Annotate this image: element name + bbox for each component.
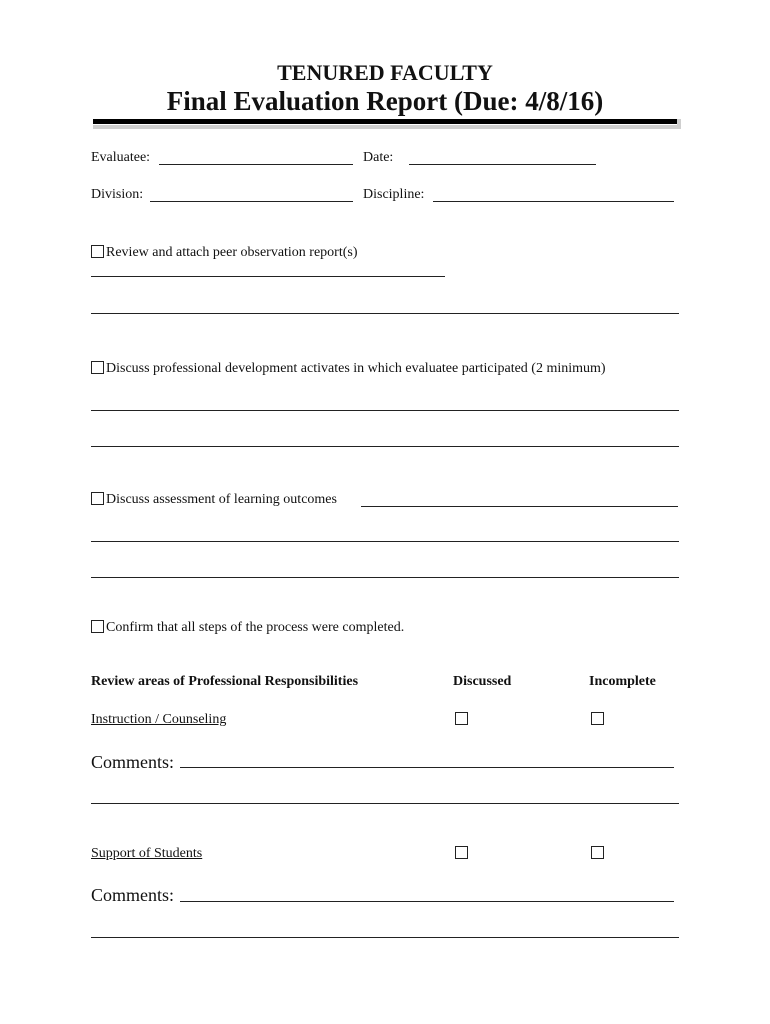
confirm-steps-checkbox[interactable] (91, 620, 104, 633)
evaluatee-field[interactable] (159, 164, 353, 165)
checklist-item-peer-observation (91, 245, 358, 261)
peer-observation-line-1[interactable] (91, 276, 445, 277)
division-field[interactable] (150, 201, 353, 202)
instruction-incomplete-checkbox[interactable] (591, 712, 604, 725)
learning-outcomes-line-2[interactable] (91, 577, 679, 578)
checklist-item-learning-outcomes (91, 492, 337, 508)
checklist-item-label: Discuss assessment of learning outcomes (106, 492, 337, 507)
support-comments-line-2[interactable] (91, 937, 679, 938)
learning-outcomes-line-inline[interactable] (361, 506, 678, 507)
professional-development-line-2[interactable] (91, 446, 679, 447)
header-rule-shadow-side (677, 119, 681, 127)
discipline-label: Discipline: (363, 187, 425, 202)
checklist-item-professional-development (91, 361, 606, 377)
comments-label: Comments: (91, 752, 175, 772)
discipline-field[interactable] (433, 201, 674, 202)
column-header-discussed: Discussed (453, 674, 512, 689)
instruction-comments-line-1[interactable] (180, 767, 674, 768)
professional-development-line-1[interactable] (91, 410, 679, 411)
checklist-item-label: Review and attach peer observation report(s) (106, 245, 358, 260)
column-header-area: Review areas of Professional Responsibilities (91, 674, 359, 689)
instruction-comments-line-2[interactable] (91, 803, 679, 804)
comments-label: Comments: (91, 885, 175, 905)
peer-observation-line-2[interactable] (91, 313, 679, 314)
checklist-item-label: Discuss professional development activates in which evaluatee participated (2 minimum) (106, 361, 606, 376)
form-title: TENURED FACULTY (277, 60, 493, 85)
checklist-item-label: Confirm that all steps of the process were completed. (106, 620, 405, 635)
area-instruction-counseling: Instruction / Counseling (91, 712, 227, 727)
form-subtitle: Final Evaluation Report (Due: 4/8/16) (166, 86, 604, 116)
support-comments-line-1[interactable] (180, 901, 674, 902)
learning-outcomes-line-1[interactable] (91, 541, 679, 542)
instruction-discussed-checkbox[interactable] (455, 712, 468, 725)
support-discussed-checkbox[interactable] (455, 846, 468, 859)
professional-development-checkbox[interactable] (91, 361, 104, 374)
area-support-of-students: Support of Students (91, 846, 203, 861)
header-rule (93, 119, 679, 124)
learning-outcomes-checkbox[interactable] (91, 492, 104, 505)
date-field[interactable] (409, 164, 596, 165)
checklist-item-confirm-steps (91, 620, 404, 636)
division-label: Division: (91, 187, 144, 202)
header-rule-shadow (93, 125, 681, 129)
support-incomplete-checkbox[interactable] (591, 846, 604, 859)
peer-observation-checkbox[interactable] (91, 245, 104, 258)
date-label: Date: (363, 150, 394, 165)
column-header-incomplete: Incomplete (589, 674, 656, 689)
evaluatee-label: Evaluatee: (91, 150, 151, 165)
